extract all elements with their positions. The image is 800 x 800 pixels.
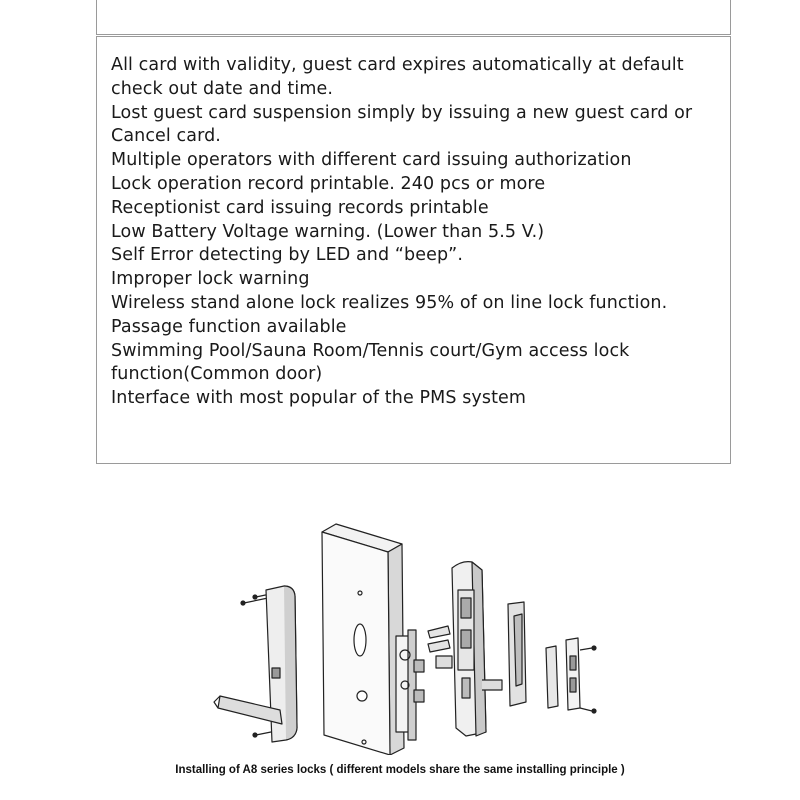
features-box — [96, 36, 731, 464]
strike-box — [508, 602, 526, 706]
screw-bottom-right-icon — [580, 708, 596, 713]
door-panel — [322, 524, 404, 755]
feature-line: Swimming Pool/Sauna Room/Tennis court/Gym access lock — [111, 340, 630, 361]
feature-line: Interface with most popular of the PMS system — [111, 388, 527, 409]
strike-plate — [546, 638, 580, 710]
feature-line: Low Battery Voltage warning. (Lower than 5.5 V.) — [111, 221, 545, 242]
feature-line: Cancel card. — [111, 126, 221, 147]
feature-line: Wireless stand alone lock realizes 95% of on line lock function. — [111, 292, 668, 313]
feature-line: Self Error detecting by LED and “beep”. — [111, 245, 463, 266]
feature-line: check out date and time. — [111, 78, 334, 99]
top-frame — [96, 0, 731, 35]
spindle-parts — [428, 626, 452, 668]
feature-line: Improper lock warning — [111, 269, 310, 290]
feature-line: Receptionist card issuing records printable — [111, 197, 489, 218]
feature-line: Passage function available — [111, 316, 347, 337]
back-panel — [452, 562, 502, 736]
lock-installation-diagram — [200, 510, 620, 755]
feature-line: Lock operation record printable. 240 pcs or more — [111, 173, 546, 194]
feature-line: function(Common door) — [111, 364, 323, 385]
mortise-body — [396, 630, 424, 740]
feature-list — [111, 54, 726, 411]
screw-top-right-icon — [580, 646, 596, 650]
feature-line: Multiple operators with different card issuing authorization — [111, 150, 632, 171]
front-handle-plate — [214, 586, 297, 742]
feature-line: Lost guest card suspension simply by issuing a new guest card or — [111, 102, 693, 123]
feature-line: All card with validity, guest card expires automatically at default — [111, 55, 684, 75]
diagram-caption: Installing of A8 series locks ( different models share the same installing principle ) — [175, 764, 625, 776]
